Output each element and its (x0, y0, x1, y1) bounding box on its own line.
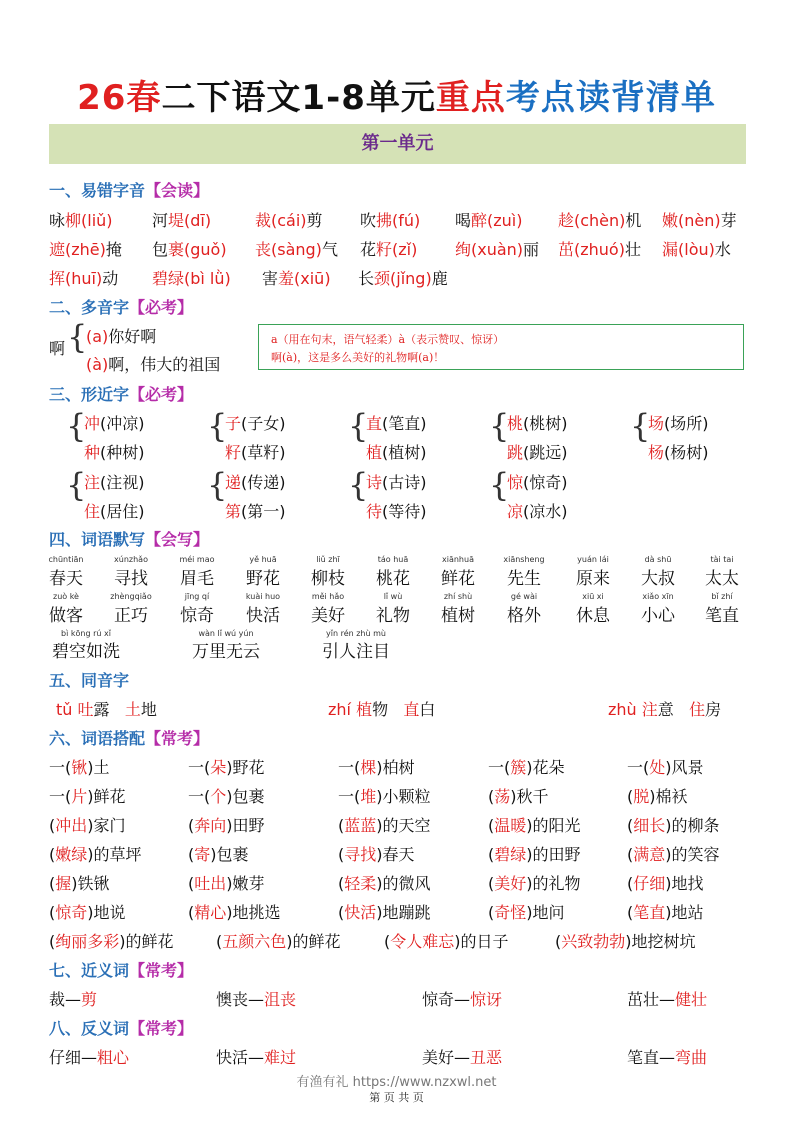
vocab-word: 笔直 (705, 606, 739, 626)
homophone-group-3: zhù 注意 住房 (608, 700, 722, 719)
similar-char-item: 注(注视) (84, 473, 145, 492)
word-pair: 裁—剪 (49, 990, 98, 1009)
similar-char-item: 种(种树) (84, 443, 145, 462)
collocation-item: (奔向)田野 (188, 816, 265, 835)
pinyin-label: jīng qí (184, 592, 210, 601)
vocab-word: 眉毛 (180, 569, 214, 589)
vocab-word: 做客 (49, 606, 83, 626)
page-title (0, 70, 793, 119)
pinyin-label: yě huā (249, 555, 277, 564)
pinyin-label: zuò kè (53, 592, 79, 601)
pinyin-label: xiānhuā (442, 555, 474, 564)
pinyin-label: kuài huo (245, 592, 281, 601)
similar-char-item: 诗(古诗) (366, 473, 427, 492)
brace: { (66, 407, 87, 445)
homophone-group-1: tǔ 吐露 土地 (56, 700, 157, 719)
collocation-item: (满意)的笑容 (627, 845, 720, 864)
pinyin-label: wàn lǐ wú yún (198, 629, 254, 638)
similar-char-item: 直(笔直) (366, 414, 427, 433)
word-item: 包裹(guǒ) (152, 240, 227, 259)
title-part-4: 考点读背清单 (505, 78, 716, 118)
collocation-item: (吐出)嫩芽 (188, 874, 265, 893)
vocab-word: 万里无云 (192, 642, 260, 662)
homophone-group-2: zhí 植物 直白 (328, 700, 436, 719)
vocab-word: 休息 (576, 606, 610, 626)
word-item: 挥(huī)动 (49, 269, 119, 288)
section-8-heading (49, 1016, 193, 1039)
collocation-item: (美好)的礼物 (488, 874, 581, 893)
vocab-word: 格外 (507, 606, 541, 626)
footer-site: 有渔有礼 https://www.nzxwl.net (296, 1075, 497, 1090)
vocab-word: 正巧 (114, 606, 148, 626)
section-2-tag: 【必考】 (129, 298, 194, 317)
vocab-word: 先生 (507, 569, 541, 589)
similar-char-item: 籽(草籽) (225, 443, 286, 462)
section-7-tag: 【常考】 (129, 961, 194, 980)
collocation-item: (细长)的柳条 (627, 816, 720, 835)
similar-char-item: 场(场所) (648, 414, 709, 433)
similar-char-item: 递(传递) (225, 473, 286, 492)
collocation-item: (嫩绿)的草坪 (49, 845, 142, 864)
collocation-item: 一(朵)野花 (188, 758, 265, 777)
section-4-tag: 【会写】 (145, 530, 210, 549)
collocation-item: 一(处)风景 (627, 758, 704, 777)
similar-char-item: 凉(凉水) (507, 502, 568, 521)
section-7-heading (49, 958, 193, 981)
section-4-heading (49, 527, 209, 550)
polyphone-row-1: (a)你好啊 (86, 327, 157, 346)
vocab-word: 春天 (49, 569, 83, 589)
vocab-word: 惊奇 (180, 606, 214, 626)
word-item: 裁(cái)剪 (255, 211, 323, 230)
similar-char-item: 第(第一) (225, 502, 286, 521)
section-1-title: 一、易错字音 (49, 181, 146, 200)
pinyin-label: zhí shù (443, 592, 473, 601)
title-part-1: 26春 (77, 78, 162, 118)
collocation-item: (轻柔)的微风 (338, 874, 431, 893)
polyphone-row-2: (à)啊，伟大的祖国 (86, 355, 221, 374)
vocab-word: 小心 (641, 606, 675, 626)
similar-char-item: 杨(杨树) (648, 443, 709, 462)
brace: { (630, 407, 651, 445)
vocab-word: 桃花 (376, 569, 410, 589)
collocation-item: 一(片)鲜花 (49, 787, 126, 806)
section-4-title: 四、词语默写 (49, 530, 146, 549)
collocation-item: (冲出)家门 (49, 816, 126, 835)
pinyin-label: tài tai (710, 555, 734, 564)
collocation-item: (兴致勃勃)地挖树坑 (555, 932, 696, 951)
collocation-item: (寄)包裹 (188, 845, 249, 864)
pinyin-label: xiānsheng (503, 555, 545, 564)
word-pair: 懊丧—沮丧 (216, 990, 297, 1009)
pinyin-label: dà shū (644, 555, 672, 564)
section-3-tag: 【必考】 (129, 385, 194, 404)
collocation-item: (绚丽多彩)的鲜花 (49, 932, 174, 951)
vocab-word: 寻找 (114, 569, 148, 589)
collocation-item: (温暖)的阳光 (488, 816, 581, 835)
similar-char-item: 冲(冲凉) (84, 414, 145, 433)
vocab-word: 植树 (441, 606, 475, 626)
collocation-item: 一(簇)花朵 (488, 758, 565, 777)
section-3-title: 三、形近字 (49, 385, 130, 404)
similar-char-item: 植(植树) (366, 443, 427, 462)
brace: { (489, 466, 510, 504)
vocab-word: 美好 (311, 606, 345, 626)
vocab-word: 引人注目 (322, 642, 390, 662)
footer-page: 第 页 共 页 (369, 1091, 424, 1104)
section-6-tag: 【常考】 (145, 729, 210, 748)
word-item: 丧(sàng)气 (255, 240, 338, 259)
pinyin-label: zhèngqiǎo (110, 592, 152, 601)
vocab-word: 鲜花 (441, 569, 475, 589)
section-5-heading: 五、同音字 (49, 671, 130, 690)
collocation-item: 一(堆)小颗粒 (338, 787, 431, 806)
brace: { (489, 407, 510, 445)
word-item: 嫩(nèn)芽 (662, 211, 737, 230)
brace: { (66, 466, 87, 504)
pinyin-label: bǐ zhí (711, 592, 733, 601)
word-pair: 美好—丑恶 (422, 1048, 503, 1067)
word-item: 咏柳(liǔ) (49, 211, 113, 230)
collocation-item: 一(个)包裹 (188, 787, 265, 806)
word-item: 绚(xuàn)丽 (455, 240, 540, 259)
word-item: 漏(lòu)水 (662, 240, 731, 259)
vocab-word: 太太 (705, 569, 739, 589)
pinyin-label: táo huā (377, 555, 409, 564)
collocation-item: (寻找)春天 (338, 845, 415, 864)
section-8-tag: 【常考】 (129, 1019, 194, 1038)
word-pair: 仔细—粗心 (49, 1048, 130, 1067)
collocation-item: (笔直)地站 (627, 903, 704, 922)
vocab-word: 快活 (246, 606, 280, 626)
word-pair: 笔直—弯曲 (627, 1048, 708, 1067)
section-3-heading (49, 382, 193, 405)
section-6-title: 六、词语搭配 (49, 729, 146, 748)
title-part-2: 二下语文1-8单元 (161, 78, 436, 118)
brace: { (207, 407, 228, 445)
similar-char-item: 跳(跳远) (507, 443, 568, 462)
collocation-item: (精心)地挑选 (188, 903, 281, 922)
vocab-word: 野花 (246, 569, 280, 589)
collocation-item: 一(锹)土 (49, 758, 110, 777)
pinyin-label: liǔ zhī (316, 555, 340, 564)
word-pair: 快活—难过 (216, 1048, 297, 1067)
word-item: 遮(zhē)掩 (49, 240, 122, 259)
word-item: 吹拂(fú) (360, 211, 421, 230)
similar-char-item: 住(居住) (84, 502, 145, 521)
vocab-word: 柳枝 (311, 569, 345, 589)
collocation-item: (仔细)地找 (627, 874, 704, 893)
pinyin-label: lǐ wù (383, 592, 403, 601)
pinyin-label: yǐn rén zhù mù (326, 629, 386, 638)
vocab-word: 礼物 (376, 606, 410, 626)
section-6-heading (49, 726, 209, 749)
brace: { (348, 466, 369, 504)
pinyin-label: gé wài (510, 592, 538, 601)
pinyin-label: xúnzhǎo (114, 555, 148, 564)
polyphone-note-box (258, 324, 744, 370)
note-line-2: 啊(à)，这是多么美好的礼物啊(a)！ (271, 351, 445, 364)
collocation-item: 一(棵)柏树 (338, 758, 415, 777)
word-item: 茁(zhuó)壮 (558, 240, 641, 259)
word-item: 喝醉(zuì) (455, 211, 523, 230)
word-pair: 惊奇—惊讶 (422, 990, 503, 1009)
collocation-item: (令人难忘)的日子 (384, 932, 509, 951)
note-line-1: a（用在句末，语气轻柔）à（表示赞叹、惊讶） (271, 333, 505, 346)
pinyin-label: chūntiān (48, 555, 84, 564)
unit-header: 第一单元 (49, 124, 746, 164)
pinyin-label: bì kōng rú xǐ (61, 629, 111, 638)
similar-char-item: 桃(桃树) (507, 414, 568, 433)
section-2-title: 二、多音字 (49, 298, 130, 317)
brace: { (207, 466, 228, 504)
collocation-item: (荡)秋千 (488, 787, 549, 806)
similar-char-item: 惊(惊奇) (507, 473, 568, 492)
section-1-heading (49, 178, 209, 201)
vocab-word: 大叔 (641, 569, 675, 589)
collocation-item: (快活)地蹦跳 (338, 903, 431, 922)
collocation-item: (握)铁锹 (49, 874, 110, 893)
section-8-title: 八、反义词 (49, 1019, 130, 1038)
collocation-item: (蓝蓝)的天空 (338, 816, 431, 835)
pinyin-label: měi hǎo (311, 592, 345, 601)
brace: { (348, 407, 369, 445)
word-item: 碧绿(bì lǜ) (152, 269, 231, 288)
word-item: 害羞(xiū) (262, 269, 331, 288)
word-item: 长颈(jǐng)鹿 (358, 269, 448, 288)
brace: { (67, 318, 88, 356)
pinyin-label: xiū xi (582, 592, 604, 601)
word-item: 花籽(zǐ) (360, 240, 418, 259)
vocab-word: 原来 (576, 569, 610, 589)
collocation-item: (奇怪)地问 (488, 903, 565, 922)
word-pair: 茁壮—健壮 (627, 990, 708, 1009)
collocation-item: (五颜六色)的鲜花 (216, 932, 341, 951)
similar-char-item: 子(子女) (225, 414, 286, 433)
collocation-item: (惊奇)地说 (49, 903, 126, 922)
section-7-title: 七、近义词 (49, 961, 130, 980)
collocation-item: (脱)棉袄 (627, 787, 688, 806)
word-item: 趁(chèn)机 (558, 211, 642, 230)
word-item: 河堤(dī) (152, 211, 212, 230)
pinyin-label: xiǎo xīn (642, 592, 674, 601)
section-2-heading (49, 295, 193, 318)
pinyin-label: méi mao (179, 555, 215, 564)
section-1-tag: 【会读】 (145, 181, 210, 200)
title-part-3: 重点 (435, 78, 506, 118)
vocab-word: 碧空如洗 (52, 642, 120, 662)
collocation-item: (碧绿)的田野 (488, 845, 581, 864)
similar-char-item: 待(等待) (366, 502, 427, 521)
polyphone-char: 啊 (49, 339, 66, 358)
pinyin-label: yuán lái (577, 555, 609, 564)
